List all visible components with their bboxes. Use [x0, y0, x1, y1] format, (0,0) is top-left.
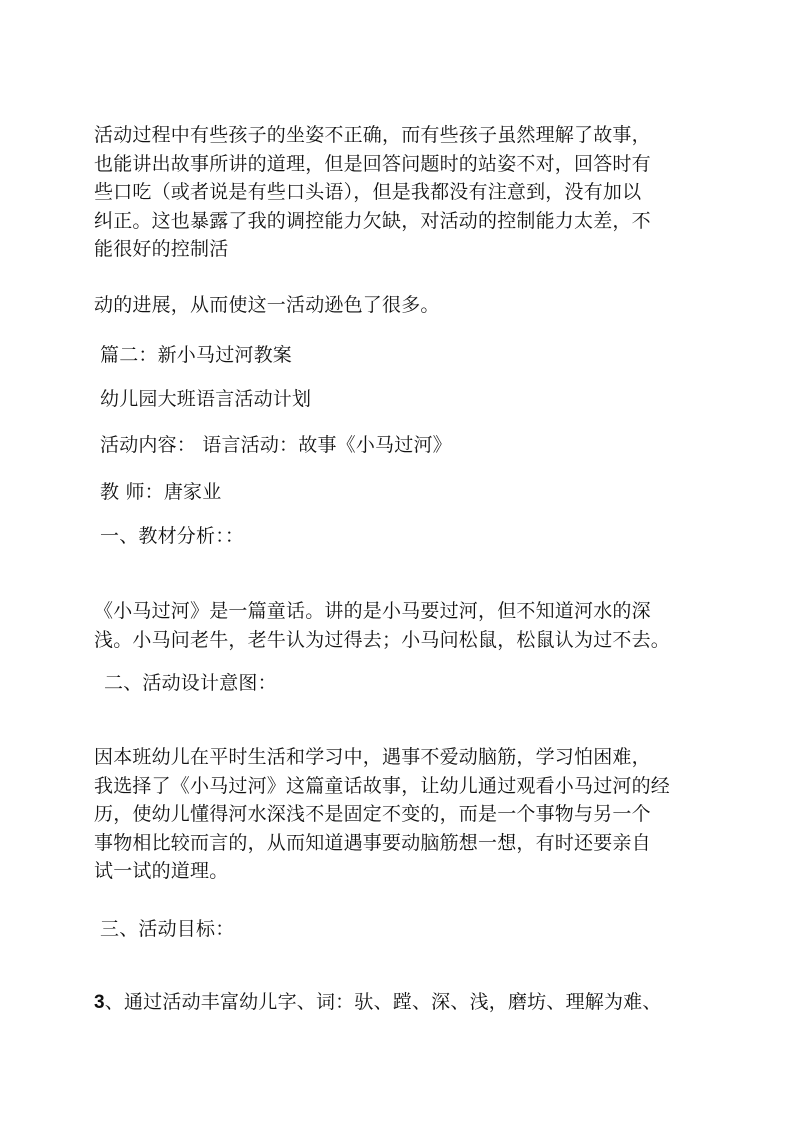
section-title-design: 二、活动设计意图：	[104, 672, 277, 694]
section-body-materials	[94, 597, 694, 654]
text-line: 我选择了《小马过河》这篇童话故事，让幼儿通过观看小马过河的经	[94, 774, 671, 797]
text-line: 事物相比较而言的，从而知道遇事要动脑筋想一想，有时还要亲自	[94, 831, 651, 854]
text-line: 试一试的道理。	[94, 860, 229, 882]
text-line: 因本班幼儿在平时生活和学习中，遇事不爱动脑筋，学习怕困难，	[94, 746, 651, 768]
text-line: 浅。小马问老牛，老牛认为过得去；小马问松鼠，松鼠认为过不去。	[94, 628, 671, 651]
goal-item-3	[94, 988, 662, 1017]
plan-heading: 幼儿园大班语言活动计划	[100, 388, 312, 410]
text-line: 历，使幼儿懂得河水深浅不是固定不变的，而是一个事物与另一个	[94, 803, 651, 825]
paragraph-continuation: 动的进展，从而使这一活动逊色了很多。	[94, 294, 440, 316]
article-heading: 篇二：新小马过河教案	[100, 344, 293, 366]
text-line: 《小马过河》是一篇童话。讲的是小马要过河，但不知道河水的深	[94, 600, 651, 622]
text-line: 也能讲出故事所讲的道理，但是回答问题时的站姿不对，回答时有	[94, 152, 651, 175]
goal-number: 3	[94, 992, 105, 1013]
goal-text: 、通过活动丰富幼儿字、词：驮、蹚、深、浅，磨坊、理解为难、	[104, 991, 662, 1013]
text-line: 些口吃（或者说是有些口头语），但是我都没有注意到，没有加以	[94, 181, 642, 203]
teacher-line: 教 师：唐家业	[100, 481, 222, 503]
text-line: 纠正。这也暴露了我的调控能力欠缺，对活动的控制能力太差，不	[94, 209, 651, 232]
activity-content-line: 活动内容： 语言活动：故事《小马过河》	[100, 434, 452, 456]
paragraph-reflection	[94, 121, 694, 264]
text-line: 活动过程中有些孩子的坐姿不正确，而有些孩子虽然理解了故事，	[94, 124, 651, 146]
text-line: 能很好的控制活	[94, 238, 229, 260]
section-title-goals: 三、活动目标：	[100, 918, 235, 940]
section-body-design	[94, 743, 694, 886]
section-title-materials: 一、教材分析：：	[100, 525, 245, 547]
